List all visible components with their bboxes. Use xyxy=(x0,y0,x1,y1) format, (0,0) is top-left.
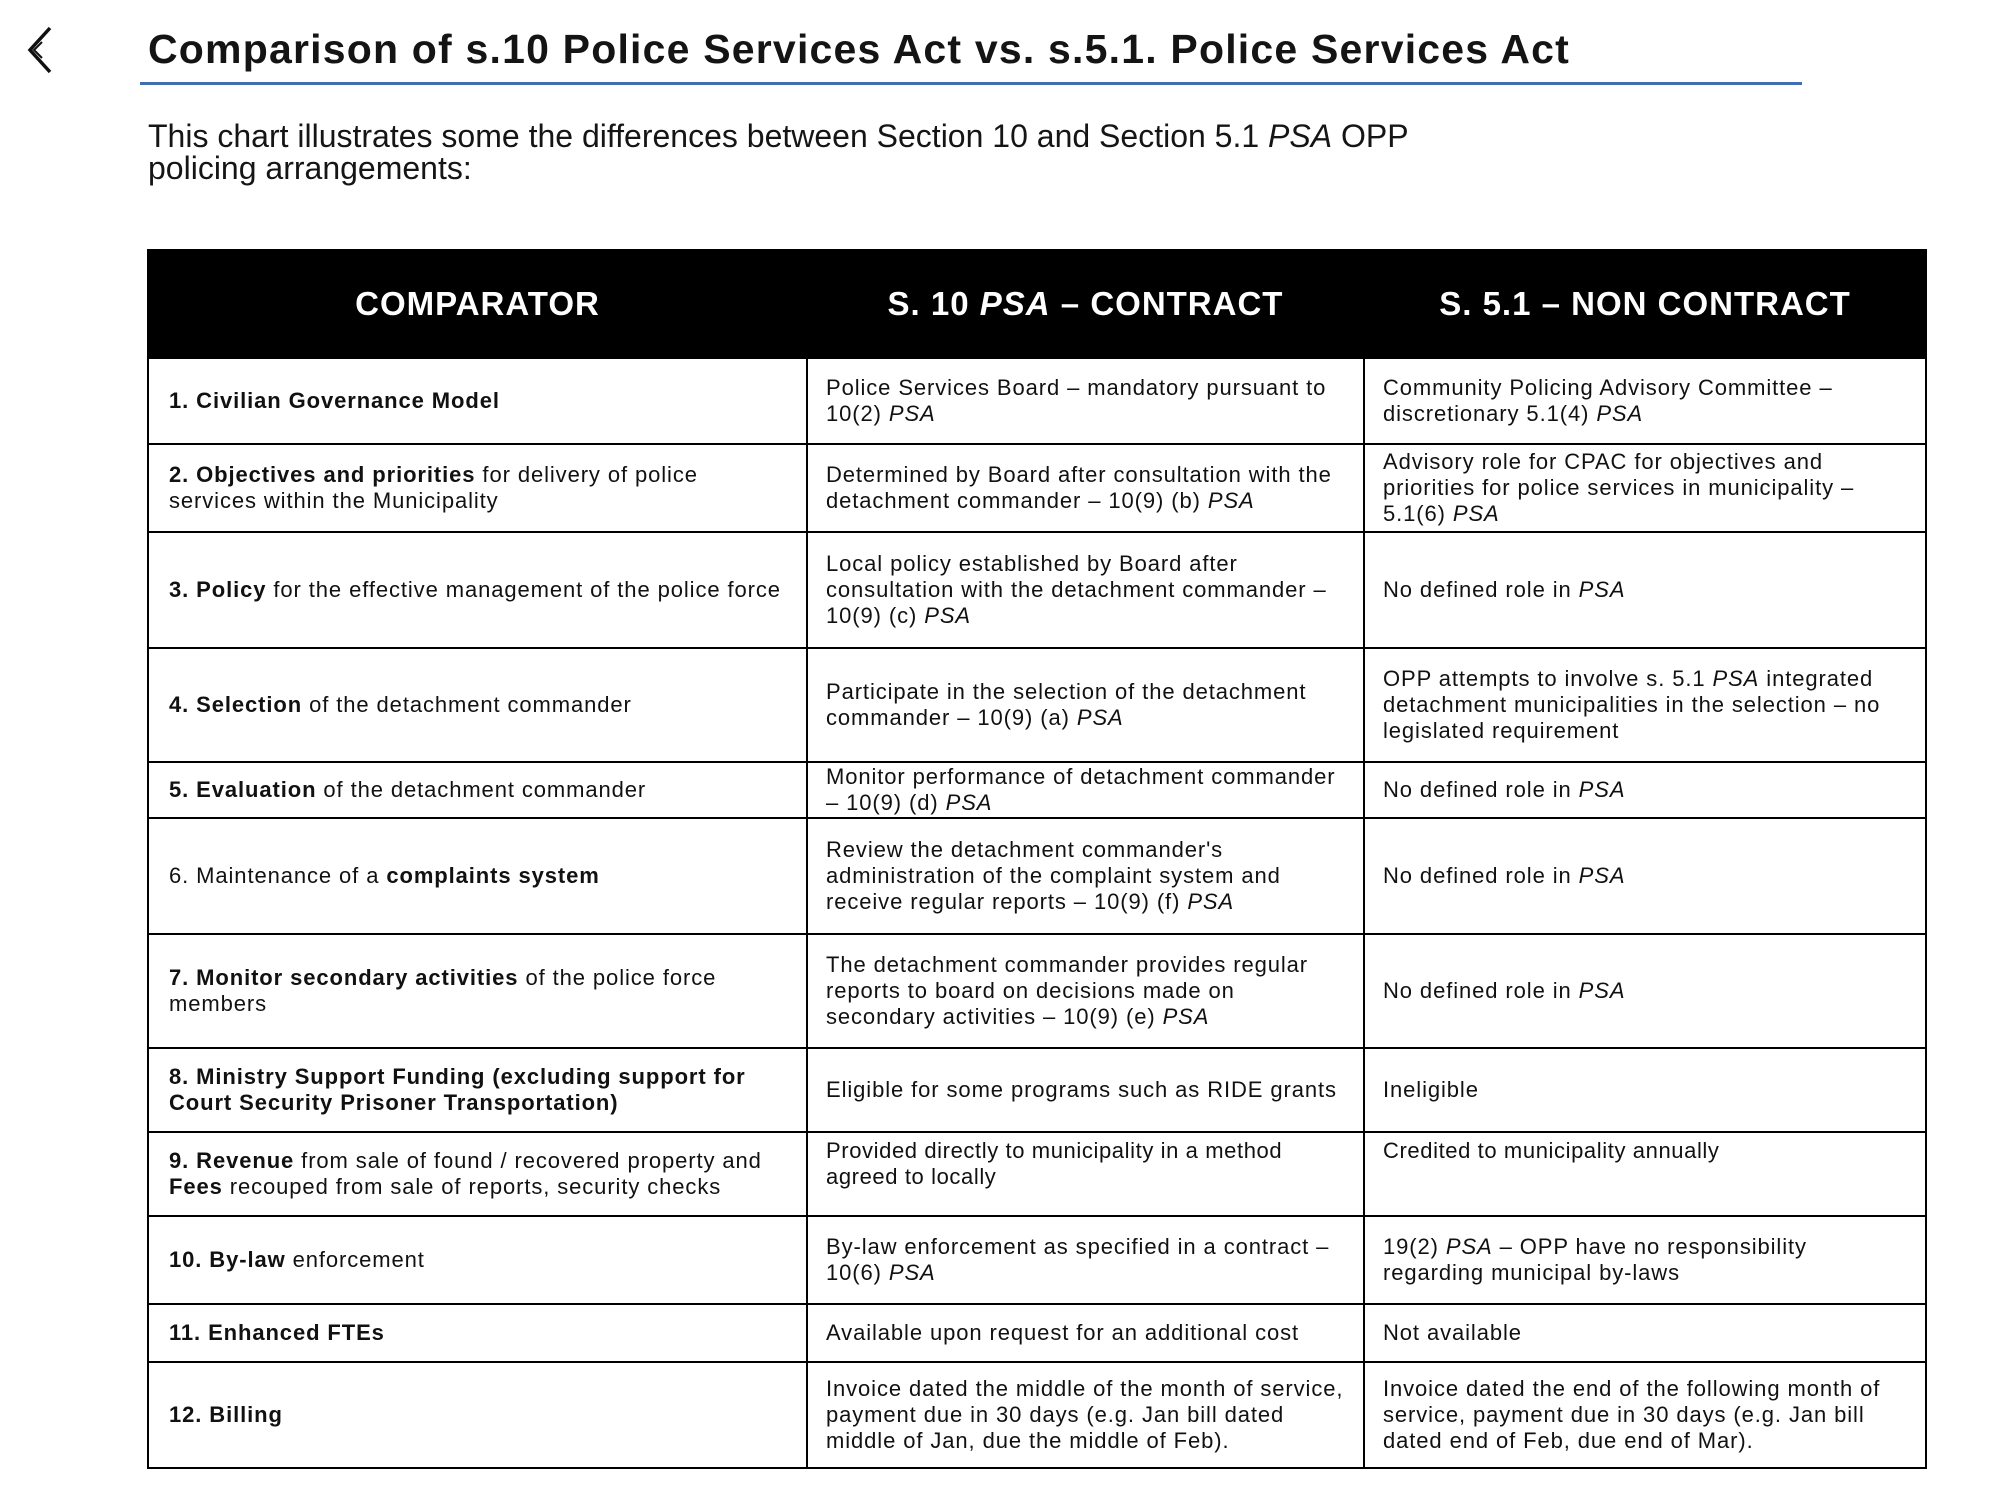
intro-text-end: OPP xyxy=(1332,118,1409,154)
table-header-row xyxy=(148,250,1926,358)
comparator-cell: 7. Monitor secondary activities of the police force members xyxy=(148,934,807,1048)
header-s10-contract: S. 10 PSA – CONTRACT xyxy=(807,250,1364,358)
table-row xyxy=(148,1132,1926,1216)
back-button[interactable] xyxy=(22,24,58,76)
table-row xyxy=(148,934,1926,1048)
s10-cell: Local policy established by Board after consultation with the detachment commander – 10(9) (c) PSA xyxy=(807,532,1364,648)
s51-cell: No defined role in PSA xyxy=(1364,532,1926,648)
s10-cell: Determined by Board after consultation with the detachment commander – 10(9) (b) PSA xyxy=(807,444,1364,532)
title-underline xyxy=(140,82,1802,85)
chevron-left-icon xyxy=(22,24,58,76)
s51-cell: Ineligible xyxy=(1364,1048,1926,1132)
s51-cell: Not available xyxy=(1364,1304,1926,1362)
comparator-cell: 9. Revenue from sale of found / recovered property and Fees recouped from sale of reports, security checks xyxy=(148,1132,807,1216)
s51-cell: Community Policing Advisory Committee – discretionary 5.1(4) PSA xyxy=(1364,358,1926,444)
s10-cell: Review the detachment commander's administration of the complaint system and receive regular reports – 10(9) (f) PSA xyxy=(807,818,1364,934)
s10-cell: Participate in the selection of the detachment commander – 10(9) (a) PSA xyxy=(807,648,1364,762)
table-row xyxy=(148,532,1926,648)
intro-line-2: policing arrangements: xyxy=(148,150,472,186)
comparator-cell: 4. Selection of the detachment commander xyxy=(148,648,807,762)
s51-cell: Invoice dated the end of the following month of service, payment due in 30 days (e.g. Jan bill dated end of Feb, due end of Mar). xyxy=(1364,1362,1926,1468)
table-row xyxy=(148,1048,1926,1132)
comparator-cell: 11. Enhanced FTEs xyxy=(148,1304,807,1362)
s51-cell: Advisory role for CPAC for objectives and priorities for police services in municipality – 5.1(6) PSA xyxy=(1364,444,1926,532)
s10-cell: Eligible for some programs such as RIDE grants xyxy=(807,1048,1364,1132)
intro-text: This chart illustrates some the differences between Section 10 and Section 5.1 xyxy=(148,118,1269,154)
table-row xyxy=(148,1304,1926,1362)
comparator-cell: 6. Maintenance of a complaints system xyxy=(148,818,807,934)
s10-cell: Police Services Board – mandatory pursuant to 10(2) PSA xyxy=(807,358,1364,444)
s51-cell: OPP attempts to involve s. 5.1 PSA integrated detachment municipalities in the selection – no legislated requirement xyxy=(1364,648,1926,762)
comparator-cell: 10. By-law enforcement xyxy=(148,1216,807,1304)
table-row xyxy=(148,648,1926,762)
s51-cell: No defined role in PSA xyxy=(1364,762,1926,818)
table-row xyxy=(148,1362,1926,1468)
comparator-cell: 8. Ministry Support Funding (excluding support for Court Security Prisoner Transportation) xyxy=(148,1048,807,1132)
header-comparator: COMPARATOR xyxy=(148,250,807,358)
comparison-table xyxy=(147,249,1927,1469)
table-row xyxy=(148,1216,1926,1304)
s51-cell: No defined role in PSA xyxy=(1364,934,1926,1048)
s10-cell: Invoice dated the middle of the month of service, payment due in 30 days (e.g. Jan bill dated middle of Jan, due the middle of Feb). xyxy=(807,1362,1364,1468)
intro-italic: PSA xyxy=(1268,118,1333,154)
comparator-cell: 1. Civilian Governance Model xyxy=(148,358,807,444)
s10-cell: Provided directly to municipality in a method agreed to locally xyxy=(807,1132,1364,1216)
s51-cell: Credited to municipality annually xyxy=(1364,1132,1926,1216)
s10-cell: The detachment commander provides regular reports to board on decisions made on secondary activities – 10(9) (e) PSA xyxy=(807,934,1364,1048)
comparator-cell: 3. Policy for the effective management of the police force xyxy=(148,532,807,648)
header-s51-non-contract: S. 5.1 – NON CONTRACT xyxy=(1364,250,1926,358)
comparator-cell: 12. Billing xyxy=(148,1362,807,1468)
s51-cell: No defined role in PSA xyxy=(1364,818,1926,934)
s10-cell: By-law enforcement as specified in a contract – 10(6) PSA xyxy=(807,1216,1364,1304)
comparator-cell: 5. Evaluation of the detachment commander xyxy=(148,762,807,818)
table-row xyxy=(148,762,1926,818)
table-row xyxy=(148,444,1926,532)
s10-cell: Monitor performance of detachment commander – 10(9) (d) PSA xyxy=(807,762,1364,818)
comparator-cell: 2. Objectives and priorities for delivery of police services within the Municipality xyxy=(148,444,807,532)
s10-cell: Available upon request for an additional cost xyxy=(807,1304,1364,1362)
page-title: Comparison of s.10 Police Services Act vs. s.5.1. Police Services Act xyxy=(148,26,1571,72)
table-row xyxy=(148,358,1926,444)
s51-cell: 19(2) PSA – OPP have no responsibility regarding municipal by-laws xyxy=(1364,1216,1926,1304)
table-row xyxy=(148,818,1926,934)
intro-paragraph xyxy=(148,120,1788,184)
